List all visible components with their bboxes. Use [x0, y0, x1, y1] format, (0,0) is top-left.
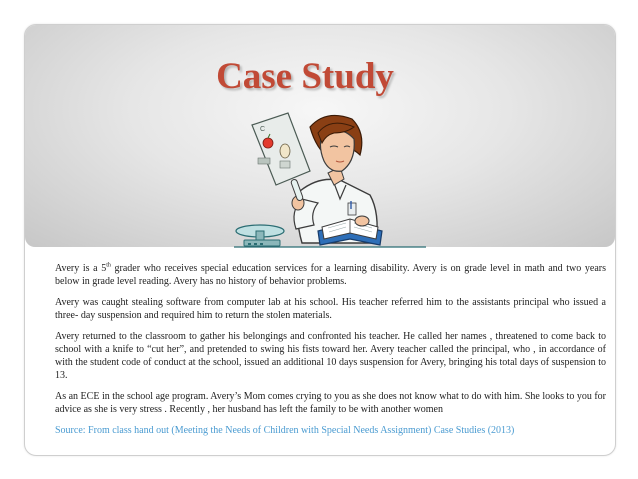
case-study-text	[55, 262, 606, 445]
slide-title: Case Study	[216, 56, 394, 97]
paragraph-1-start: Avery is a 5	[55, 263, 107, 274]
paragraph-1	[55, 262, 606, 288]
paragraph-1-rest: grader who receives special education services for a learning disability. Avery is on grade level in math and two years below in grade level reading. Avery has no history of behavior problems.	[55, 263, 607, 287]
paragraph-3: Avery returned to the classroom to gather his belongings and confronted his teacher. He called her names , threatened to come back to school with a knife to “cut her”, and pretended to swing his fists toward her. Avery teacher called the principal, who , in accordance of with the student code of conduct at the school, issued an additional 10 days suspension for Avery, bringing his total days of suspension to 13.	[55, 331, 606, 381]
paragraph-4: As an ECE in the school age program. Avery’s Mom comes crying to you as she does not know what to do with him. She looks to you for advice as she is very stress . Recently , her husband has left the family to be with another women	[55, 391, 606, 415]
scientist-figure	[290, 115, 382, 245]
svg-text:C: C	[260, 126, 266, 133]
wall-chart	[252, 113, 310, 185]
source-citation: Source: From class hand out (Meeting the Needs of Children with Special Needs Assignment) Case Studies (2013)	[55, 425, 515, 436]
paragraph-2: Avery was caught stealing software from computer lab at his school. His teacher referred him to the assistants principal who issued a three- day suspension and required him to return the stolen materials.	[55, 297, 606, 321]
ordinal-superscript: th	[106, 262, 111, 269]
scientist-reading-illustration	[230, 103, 430, 249]
scale-icon	[236, 225, 284, 246]
slide-frame	[24, 24, 616, 456]
